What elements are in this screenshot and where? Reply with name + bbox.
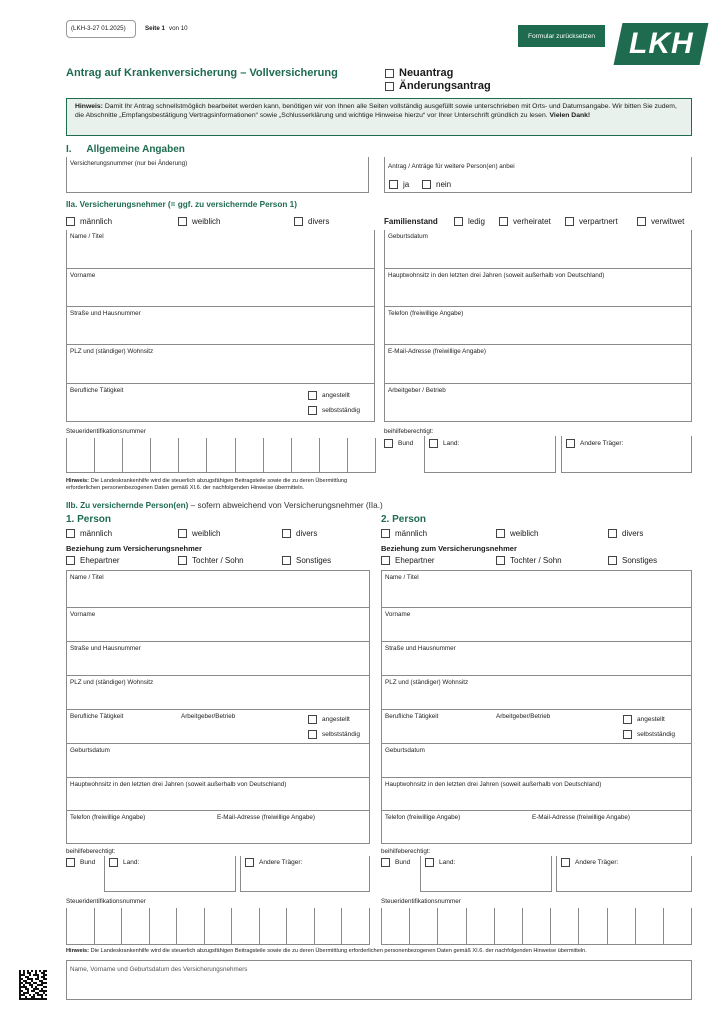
- section2a-hinweis-label: Hinweis:: [66, 478, 90, 484]
- p1-ehepartner[interactable]: [66, 556, 120, 565]
- p2-kontakt-field[interactable]: [381, 811, 692, 844]
- vn-female-label: weiblich: [192, 217, 221, 226]
- p2-steuer-field[interactable]: [381, 908, 692, 945]
- vn-name-field[interactable]: [66, 230, 375, 269]
- p2-male-label: männlich: [395, 529, 428, 538]
- vn-strasse-label: Straße und Hausnummer: [70, 310, 141, 317]
- p2-angestellt-label: angestellt: [637, 716, 665, 723]
- hinweis-box: [66, 98, 692, 136]
- p2-selbststaendig[interactable]: [623, 730, 675, 739]
- p2-beihilfe-label: beihilfeberechtigt:: [381, 848, 431, 855]
- vn-andere[interactable]: [566, 439, 623, 448]
- p2-bund[interactable]: [381, 858, 410, 867]
- page-label: Seite 1: [145, 25, 165, 32]
- fs-verwitwet[interactable]: [637, 217, 684, 226]
- nein-option[interactable]: [422, 180, 451, 189]
- section1-heading: [66, 144, 185, 155]
- p2-kind-checkbox[interactable]: [496, 556, 505, 565]
- section2b-hinweis: [66, 948, 696, 955]
- fs-ledig-checkbox[interactable]: [454, 217, 463, 226]
- p2-kind-label: Tochter / Sohn: [510, 556, 562, 565]
- p1-steuer-field[interactable]: [66, 908, 370, 945]
- footer-field[interactable]: [66, 960, 692, 1000]
- vsnr-field[interactable]: [66, 157, 369, 193]
- section2a-hinweis: [66, 478, 378, 492]
- vn-vorname-field[interactable]: [66, 269, 375, 307]
- p2-sonstiges-checkbox[interactable]: [608, 556, 617, 565]
- p1-email-label: E-Mail-Adresse (freiwillige Angabe): [217, 814, 315, 821]
- p2-hauptwohnsitz-label: Hauptwohnsitz in den letzten drei Jahren (soweit außerhalb von Deutschland): [385, 781, 602, 788]
- vn-arbeitgeber-label: Arbeitgeber / Betrieb: [388, 387, 446, 394]
- p2-land-field[interactable]: [420, 856, 552, 892]
- p1-beruf-label: Berufliche Tätigkeit: [70, 713, 124, 720]
- p2-female[interactable]: [496, 529, 538, 538]
- vn-angestellt[interactable]: [308, 391, 350, 400]
- p1-male-label: männlich: [80, 529, 113, 538]
- p1-land-field[interactable]: [104, 856, 236, 892]
- p2-land[interactable]: [425, 858, 455, 867]
- p1-beruf-field[interactable]: [66, 710, 370, 744]
- vn-female-checkbox[interactable]: [178, 217, 187, 226]
- p1-hauptwohnsitz-field[interactable]: [66, 778, 370, 811]
- p2-name-field[interactable]: [381, 571, 692, 608]
- p1-female[interactable]: [178, 529, 220, 538]
- p1-sonstiges[interactable]: [282, 556, 331, 565]
- p1-angestellt-label: angestellt: [322, 716, 350, 723]
- p2-beziehung-label: Beziehung zum Versicherungsnehmer: [381, 544, 517, 553]
- section2b-title: IIb. Zu versichernde Person(en): [66, 501, 189, 510]
- p2-ehepartner[interactable]: [381, 556, 435, 565]
- vn-angestellt-label: angestellt: [322, 392, 350, 399]
- vn-male-checkbox[interactable]: [66, 217, 75, 226]
- section2a-hinweis-text: Die Landeskrankenhilfe wird die steuerlich abzugsfähigen Beitragsteile sowie die zu deren Übermittlung erforderlichen personenbezogenen Daten gemäß XI.6. der nachfolgenden Hinweise übermitteln.: [66, 478, 348, 491]
- p1-beziehung-label: Beziehung zum Versicherungsnehmer: [66, 544, 202, 553]
- p2-strasse-field[interactable]: [381, 642, 692, 676]
- vn-geburtsdatum-label: Geburtsdatum: [388, 233, 428, 240]
- p1-name-field[interactable]: [66, 571, 370, 608]
- person1-heading: 1. Person: [66, 514, 112, 525]
- vn-angestellt-checkbox[interactable]: [308, 391, 317, 400]
- p2-andere-field[interactable]: [556, 856, 692, 892]
- fs-ledig[interactable]: [454, 217, 485, 226]
- p1-bund[interactable]: [66, 858, 95, 867]
- p1-plz-label: PLZ und (ständiger) Wohnsitz: [70, 679, 154, 686]
- vn-diverse-checkbox[interactable]: [294, 217, 303, 226]
- fs-ledig-label: ledig: [468, 217, 485, 226]
- vn-andere-label: Andere Träger:: [580, 440, 624, 447]
- fs-verwitwet-label: verwitwet: [651, 217, 685, 226]
- nein-label: nein: [436, 180, 452, 189]
- p2-selbststaendig-label: selbstständig: [637, 731, 675, 738]
- p1-strasse-field[interactable]: [66, 642, 370, 676]
- form-code-box: [66, 20, 136, 38]
- section2b-heading: [66, 501, 383, 510]
- aenderungsantrag-label: Änderungsantrag: [399, 80, 491, 92]
- p1-selbststaendig-checkbox[interactable]: [308, 730, 317, 739]
- vn-male-label: männlich: [80, 217, 113, 226]
- p2-sonstiges[interactable]: [608, 556, 657, 565]
- vn-bund-label: Bund: [398, 440, 414, 447]
- vn-selbststaendig[interactable]: [308, 406, 360, 415]
- p2-ehepartner-checkbox[interactable]: [381, 556, 390, 565]
- ja-option[interactable]: [389, 180, 409, 189]
- vn-geburtsdatum-field[interactable]: [384, 230, 692, 269]
- p2-diverse[interactable]: [608, 529, 643, 538]
- p2-plz-label: PLZ und (ständiger) Wohnsitz: [385, 679, 469, 686]
- hinweis-thanks: Vielen Dank!: [549, 112, 591, 119]
- section1-number: I.: [66, 144, 72, 155]
- p2-telefon-label: Telefon (freiwillige Angabe): [385, 814, 461, 821]
- logo-text: LKH: [628, 27, 694, 60]
- vn-diverse-label: divers: [308, 217, 330, 226]
- page-title: Antrag auf Krankenversicherung – Vollversicherung: [66, 67, 338, 79]
- p1-strasse-label: Straße und Hausnummer: [70, 645, 141, 652]
- p1-female-label: weiblich: [192, 529, 221, 538]
- vn-bund[interactable]: [384, 439, 413, 448]
- neuantrag-checkbox[interactable]: [385, 69, 394, 78]
- p1-kind-label: Tochter / Sohn: [192, 556, 244, 565]
- vn-plz-field[interactable]: [66, 345, 375, 384]
- neuantrag-label: Neuantrag: [399, 67, 454, 79]
- p2-angestellt[interactable]: [623, 715, 665, 724]
- p1-geburtsdatum-label: Geburtsdatum: [70, 747, 110, 754]
- p2-geburtsdatum-label: Geburtsdatum: [385, 747, 425, 754]
- p1-bund-checkbox[interactable]: [66, 858, 75, 867]
- p1-bund-label: Bund: [80, 859, 96, 866]
- vn-land-label: Land:: [443, 440, 460, 447]
- p2-male-checkbox[interactable]: [381, 529, 390, 538]
- p2-strasse-label: Straße und Hausnummer: [385, 645, 456, 652]
- p1-andere[interactable]: [245, 858, 302, 867]
- p2-diverse-checkbox[interactable]: [608, 529, 617, 538]
- vn-selbststaendig-checkbox[interactable]: [308, 406, 317, 415]
- vn-telefon-label: Telefon (freiwillige Angabe): [388, 310, 464, 317]
- p2-name-label: Name / Titel: [385, 574, 419, 581]
- p2-hauptwohnsitz-field[interactable]: [381, 778, 692, 811]
- p1-female-checkbox[interactable]: [178, 529, 187, 538]
- p1-land-checkbox[interactable]: [109, 858, 118, 867]
- nein-checkbox[interactable]: [422, 180, 431, 189]
- footer-field-label: Name, Vorname und Geburtsdatum des Versicherungsnehmers: [70, 966, 248, 973]
- p1-kontakt-field[interactable]: [66, 811, 370, 844]
- vn-email-field[interactable]: [384, 345, 692, 384]
- p1-ehepartner-label: Ehepartner: [80, 556, 120, 565]
- p1-land[interactable]: [109, 858, 139, 867]
- fs-verheiratet-label: verheiratet: [513, 217, 551, 226]
- p1-hauptwohnsitz-label: Hauptwohnsitz in den letzten drei Jahren (soweit außerhalb von Deutschland): [70, 781, 287, 788]
- p1-kind-checkbox[interactable]: [178, 556, 187, 565]
- weitere-personen-field: [384, 157, 692, 193]
- vn-land[interactable]: [429, 439, 459, 448]
- section1-title: Allgemeine Angaben: [86, 144, 185, 155]
- p2-ehepartner-label: Ehepartner: [395, 556, 435, 565]
- p2-bund-label: Bund: [395, 859, 411, 866]
- fs-verpartnert-label: verpartnert: [579, 217, 618, 226]
- hinweis-label: Hinweis:: [75, 103, 103, 110]
- vn-andere-field[interactable]: [561, 436, 692, 473]
- vn-land-field[interactable]: [424, 436, 556, 473]
- p1-name-label: Name / Titel: [70, 574, 104, 581]
- p1-diverse-label: divers: [296, 529, 318, 538]
- vn-email-label: E-Mail-Adresse (freiwillige Angabe): [388, 348, 486, 355]
- p2-land-checkbox[interactable]: [425, 858, 434, 867]
- p1-steuer-label: Steueridentifikationsnummer: [66, 898, 146, 905]
- p1-telefon-label: Telefon (freiwillige Angabe): [70, 814, 146, 821]
- aenderungsantrag-option[interactable]: [385, 80, 491, 92]
- p2-plz-field[interactable]: [381, 676, 692, 710]
- p1-male-checkbox[interactable]: [66, 529, 75, 538]
- vn-hauptwohnsitz-label: Hauptwohnsitz in den letzten drei Jahren (soweit außerhalb von Deutschland): [388, 272, 605, 279]
- p1-beihilfe-label: beihilfeberechtigt:: [66, 848, 116, 855]
- p2-andere-label: Andere Träger:: [575, 859, 619, 866]
- p2-steuer-label: Steueridentifikationsnummer: [381, 898, 461, 905]
- vn-beihilfe-label: beihilfeberechtigt:: [384, 428, 434, 435]
- p2-diverse-label: divers: [622, 529, 644, 538]
- p2-selbststaendig-checkbox[interactable]: [623, 730, 632, 739]
- p1-angestellt-checkbox[interactable]: [308, 715, 317, 724]
- vsnr-label: Versicherungsnummer (nur bei Änderung): [70, 160, 188, 167]
- section2b-subtitle: – sofern abweichend von Versicherungsnehmer (IIa.): [190, 501, 383, 510]
- vn-arbeitgeber-field[interactable]: [384, 384, 692, 422]
- p2-arbeitgeber-label: Arbeitgeber/Betrieb: [496, 713, 551, 720]
- p2-land-label: Land:: [439, 859, 456, 866]
- vn-steuer-field[interactable]: [66, 438, 376, 473]
- p2-female-label: weiblich: [510, 529, 539, 538]
- vn-hauptwohnsitz-field[interactable]: [384, 269, 692, 307]
- aenderungsantrag-checkbox[interactable]: [385, 82, 394, 91]
- p1-vorname-field[interactable]: [66, 608, 370, 642]
- p2-beruf-label: Berufliche Tätigkeit: [385, 713, 439, 720]
- p1-andere-label: Andere Träger:: [259, 859, 303, 866]
- p2-angestellt-checkbox[interactable]: [623, 715, 632, 724]
- p2-vorname-label: Vorname: [385, 611, 411, 618]
- p1-plz-field[interactable]: [66, 676, 370, 710]
- p1-selbststaendig[interactable]: [308, 730, 360, 739]
- vn-plz-label: PLZ und (ständiger) Wohnsitz: [70, 348, 154, 355]
- fs-verpartnert[interactable]: [565, 217, 618, 226]
- reset-button-label: Formular zurücksetzen: [527, 32, 596, 40]
- p2-andere[interactable]: [561, 858, 618, 867]
- p1-vorname-label: Vorname: [70, 611, 96, 618]
- reset-button[interactable]: [518, 25, 605, 47]
- p2-email-label: E-Mail-Adresse (freiwillige Angabe): [532, 814, 630, 821]
- p1-diverse[interactable]: [282, 529, 317, 538]
- vn-steuer-label: Steueridentifikationsnummer: [66, 428, 146, 435]
- vn-andere-checkbox[interactable]: [566, 439, 575, 448]
- hinweis-text: Damit Ihr Antrag schnellstmöglich bearbeitet werden kann, benötigen wir von Ihnen alle Seiten vollständig ausgefüllt sowie unterschrieben mit Orts- und Datumsangabe. Wir bitten Sie zudem, die Abschnitte „Empfangsbestätigung Vertragsinformationen“ sowie „Schlusserklärung und wichtige Hinweise hierzu“ vor Ihrer Unterschrift gründlich zu lesen.: [75, 103, 677, 119]
- vn-gender-male[interactable]: [66, 217, 112, 226]
- vn-bund-checkbox[interactable]: [384, 439, 393, 448]
- vn-vorname-label: Vorname: [70, 272, 96, 279]
- familienstand-label: Familienstand: [384, 217, 438, 226]
- p2-beruf-field[interactable]: [381, 710, 692, 744]
- p2-bund-checkbox[interactable]: [381, 858, 390, 867]
- form-code: (LKH-3-27 01.2025): [71, 25, 126, 32]
- fs-verpartnert-checkbox[interactable]: [565, 217, 574, 226]
- vn-land-checkbox[interactable]: [429, 439, 438, 448]
- p1-ehepartner-checkbox[interactable]: [66, 556, 75, 565]
- p2-male[interactable]: [381, 529, 427, 538]
- vn-gender-female[interactable]: [178, 217, 220, 226]
- neuantrag-option[interactable]: [385, 67, 453, 79]
- section2a-title: IIa. Versicherungsnehmer (= ggf. zu versichernde Person 1): [66, 200, 297, 209]
- fs-verheiratet-checkbox[interactable]: [499, 217, 508, 226]
- fs-verwitwet-checkbox[interactable]: [637, 217, 646, 226]
- vn-beruf-label: Berufliche Tätigkeit: [70, 387, 124, 394]
- vn-name-label: Name / Titel: [70, 233, 104, 240]
- vn-gender-diverse[interactable]: [294, 217, 329, 226]
- p1-kind[interactable]: [178, 556, 244, 565]
- section2b-hinweis-text: Die Landeskrankenhilfe wird die steuerlich abzugsfähigen Beitragsteile sowie die zu deren Übermittlung erforderlichen personenbezogenen Daten gemäß XI.6. der nachfolgenden Hinweise übermitteln.: [90, 948, 587, 954]
- p1-selbststaendig-label: selbstständig: [322, 731, 360, 738]
- p1-angestellt[interactable]: [308, 715, 350, 724]
- p1-geburtsdatum-field[interactable]: [66, 744, 370, 778]
- lkh-logo: [614, 23, 709, 65]
- person2-heading: 2. Person: [381, 514, 427, 525]
- vn-telefon-field[interactable]: [384, 307, 692, 345]
- p1-arbeitgeber-label: Arbeitgeber/Betrieb: [181, 713, 236, 720]
- vn-selbststaendig-label: selbstständig: [322, 407, 360, 414]
- section2b-hinweis-label: Hinweis:: [66, 948, 90, 954]
- page-of: von 10: [169, 25, 188, 32]
- p2-female-checkbox[interactable]: [496, 529, 505, 538]
- p2-andere-checkbox[interactable]: [561, 858, 570, 867]
- vn-beruf-field[interactable]: [66, 384, 375, 422]
- p1-diverse-checkbox[interactable]: [282, 529, 291, 538]
- fs-verheiratet[interactable]: [499, 217, 551, 226]
- p1-sonstiges-label: Sonstiges: [296, 556, 332, 565]
- p1-andere-field[interactable]: [240, 856, 370, 892]
- datamatrix-code: [19, 970, 47, 1000]
- p2-vorname-field[interactable]: [381, 608, 692, 642]
- ja-checkbox[interactable]: [389, 180, 398, 189]
- p1-sonstiges-checkbox[interactable]: [282, 556, 291, 565]
- p2-sonstiges-label: Sonstiges: [622, 556, 658, 565]
- weitere-label: Antrag / Anträge für weitere Person(en) anbei: [388, 163, 515, 170]
- p1-land-label: Land:: [123, 859, 140, 866]
- p2-geburtsdatum-field[interactable]: [381, 744, 692, 778]
- ja-label: ja: [403, 180, 410, 189]
- vn-strasse-field[interactable]: [66, 307, 375, 345]
- p2-kind[interactable]: [496, 556, 562, 565]
- p1-male[interactable]: [66, 529, 112, 538]
- p1-andere-checkbox[interactable]: [245, 858, 254, 867]
